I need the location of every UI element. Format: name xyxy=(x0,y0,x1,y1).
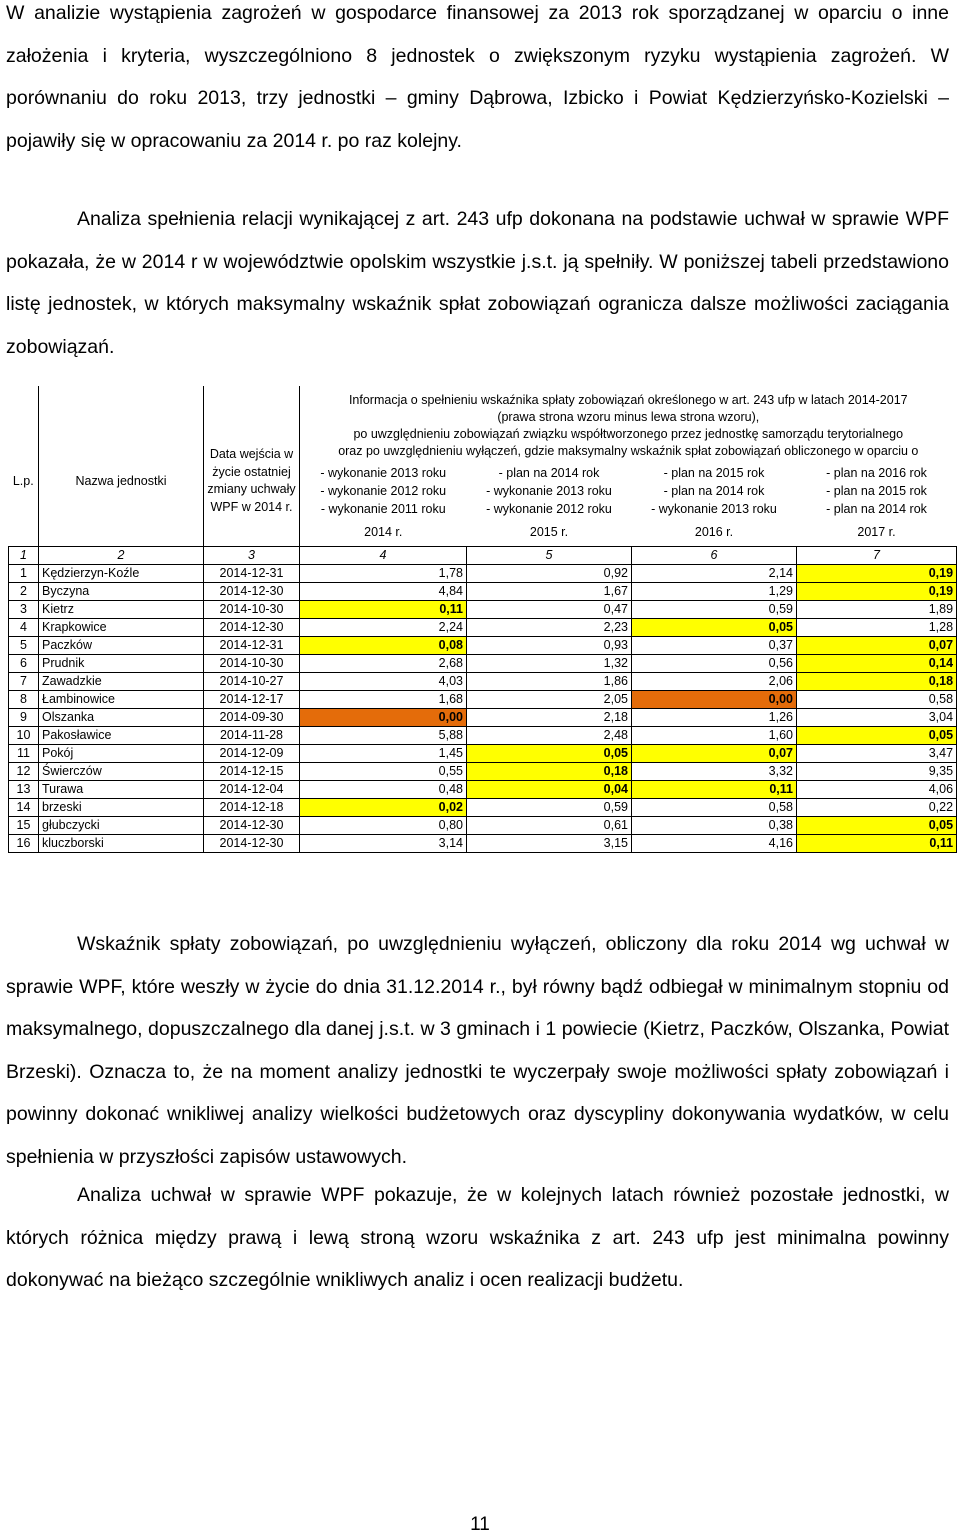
cell-date: 2014-10-30 xyxy=(204,601,300,619)
cell-value-2017: 3,47 xyxy=(797,745,957,763)
scenario-line: - plan na 2014 rok xyxy=(826,502,927,516)
table-row xyxy=(9,691,957,709)
cell-value-2017: 0,05 xyxy=(797,817,957,835)
cell-value-2015: 2,18 xyxy=(467,709,632,727)
header-lp: L.p. xyxy=(12,473,34,488)
header-info-line2: (prawa strona wzoru minus lewa strona wzoru), xyxy=(497,410,760,424)
cell-value-2014: 2,24 xyxy=(300,619,467,637)
header-info xyxy=(300,386,957,460)
column-number: 5 xyxy=(467,547,632,565)
recommendation-paragraph-text: Analiza uchwał w sprawie WPF pokazuje, że w kolejnych latach również pozostałe jednostki, w których różnica między prawą i lewą stroną wzoru wskaźnika z art. 243 ufp jest minimalna powinny dokonywać na bieżąco szczególnie wnikliwych analiz i ocen realizacji budżetu. xyxy=(6,1184,949,1291)
cell-value-2015: 0,59 xyxy=(467,799,632,817)
cell-value-2017: 0,11 xyxy=(797,835,957,853)
cell-lp: 13 xyxy=(9,781,39,799)
header-scenario-2015 xyxy=(467,460,632,518)
cell-date: 2014-12-04 xyxy=(204,781,300,799)
cell-unit-name: Byczyna xyxy=(39,583,204,601)
cell-value-2016: 0,56 xyxy=(632,655,797,673)
table-row xyxy=(9,745,957,763)
cell-value-2014: 1,68 xyxy=(300,691,467,709)
table-row xyxy=(9,709,957,727)
cell-value-2014: 0,08 xyxy=(300,637,467,655)
cell-value-2014: 4,84 xyxy=(300,583,467,601)
cell-value-2015: 1,32 xyxy=(467,655,632,673)
cell-lp: 8 xyxy=(9,691,39,709)
cell-value-2015: 0,05 xyxy=(467,745,632,763)
cell-value-2016: 0,58 xyxy=(632,799,797,817)
cell-date: 2014-12-30 xyxy=(204,619,300,637)
cell-unit-name: Krapkowice xyxy=(39,619,204,637)
table-row xyxy=(9,655,957,673)
cell-value-2017: 0,22 xyxy=(797,799,957,817)
scenario-line: - plan na 2014 rok xyxy=(663,484,765,498)
cell-date: 2014-11-28 xyxy=(204,727,300,745)
header-info-line3: po uwzględnieniu zobowiązań związku współtworzonego przez jednostkę samorządu terytorialnego xyxy=(353,427,904,441)
cell-date: 2014-09-30 xyxy=(204,709,300,727)
cell-lp: 3 xyxy=(9,601,39,619)
scenario-line: - wykonanie 2013 roku xyxy=(320,466,447,480)
cell-value-2017: 0,14 xyxy=(797,655,957,673)
table-body xyxy=(9,565,957,853)
cell-value-2017: 4,06 xyxy=(797,781,957,799)
cell-lp: 5 xyxy=(9,637,39,655)
scenario-line: - wykonanie 2012 roku xyxy=(486,502,612,516)
cell-value-2016: 1,29 xyxy=(632,583,797,601)
cell-unit-name: kluczborski xyxy=(39,835,204,853)
header-date: Data wejścia w życie ostatniej zmiany uchwały WPF w 2014 r. xyxy=(204,386,300,547)
cell-lp: 2 xyxy=(9,583,39,601)
cell-date: 2014-12-15 xyxy=(204,763,300,781)
table-row xyxy=(9,835,957,853)
scenario-line: - plan na 2014 rok xyxy=(498,466,600,480)
header-scenario-2014 xyxy=(300,460,467,518)
cell-value-2015: 0,18 xyxy=(467,763,632,781)
cell-value-2014: 0,80 xyxy=(300,817,467,835)
cell-lp: 4 xyxy=(9,619,39,637)
column-number-row xyxy=(9,547,957,565)
analysis-paragraph xyxy=(6,198,949,368)
header-year-2016: 2016 r. xyxy=(694,524,734,539)
cell-value-2016: 0,38 xyxy=(632,817,797,835)
header-year-2014: 2014 r. xyxy=(300,518,467,547)
column-number: 3 xyxy=(204,547,300,565)
cell-value-2016: 0,00 xyxy=(632,691,797,709)
analysis-paragraph-text: Analiza spełnienia relacji wynikającej z art. 243 ufp dokonana na podstawie uchwał w sprawie WPF pokazała, że w 2014 r w województwie opolskim wszystkie j.s.t. ją spełniły. W poniższej tabeli przedstawiono listę jednostek, w których maksymalny wskaźnik spłat zobowiązań ogranicza dalsze możliwości zaciągania zobowiązań. xyxy=(6,208,949,358)
cell-date: 2014-12-30 xyxy=(204,835,300,853)
column-number: 2 xyxy=(39,547,204,565)
column-number: 4 xyxy=(300,547,467,565)
table-row xyxy=(9,781,957,799)
cell-value-2017: 0,18 xyxy=(797,673,957,691)
cell-value-2017: 0,07 xyxy=(797,637,957,655)
cell-value-2016: 4,16 xyxy=(632,835,797,853)
cell-value-2016: 0,59 xyxy=(632,601,797,619)
cell-unit-name: głubczycki xyxy=(39,817,204,835)
scenario-line: - plan na 2015 rok xyxy=(663,466,765,480)
cell-date: 2014-12-30 xyxy=(204,583,300,601)
cell-value-2016: 2,14 xyxy=(632,565,797,583)
column-number: 1 xyxy=(9,547,39,565)
cell-date: 2014-12-31 xyxy=(204,637,300,655)
scenario-line: - plan na 2016 rok xyxy=(826,466,927,480)
cell-value-2015: 0,04 xyxy=(467,781,632,799)
header-info-line4: oraz po uwzględnieniu wyłączeń, gdzie maksymalny wskaźnik spłat zobowiązań obliczonego w oparciu o xyxy=(338,444,919,458)
header-name: Nazwa jednostki xyxy=(39,386,204,547)
cell-value-2015: 2,05 xyxy=(467,691,632,709)
cell-date: 2014-12-17 xyxy=(204,691,300,709)
scenario-line: - wykonanie 2011 roku xyxy=(320,502,446,516)
cell-date: 2014-10-30 xyxy=(204,655,300,673)
cell-unit-name: Pokój xyxy=(39,745,204,763)
cell-date: 2014-12-09 xyxy=(204,745,300,763)
cell-value-2015: 3,15 xyxy=(467,835,632,853)
cell-unit-name: Kędzierzyn-Koźle xyxy=(39,565,204,583)
cell-lp: 16 xyxy=(9,835,39,853)
cell-lp: 10 xyxy=(9,727,39,745)
cell-value-2017: 0,05 xyxy=(797,727,957,745)
cell-value-2014: 0,11 xyxy=(300,601,467,619)
cell-value-2014: 1,78 xyxy=(300,565,467,583)
cell-lp: 1 xyxy=(9,565,39,583)
table-row xyxy=(9,727,957,745)
header-year-2015: 2015 r. xyxy=(529,524,569,539)
table-row xyxy=(9,799,957,817)
cell-value-2015: 0,93 xyxy=(467,637,632,655)
intro-paragraph: W analizie wystąpienia zagrożeń w gospodarce finansowej za 2013 rok sporządzanej w oparciu o inne założenia i kryteria, wyszczególniono 8 jednostek o zwiększonym ryzyku wystąpienia zagrożeń. W porównaniu do roku 2013, trzy jednostki – gminy Dąbrowa, Izbicko i Powiat Kędzierzyńsko-Kozielski – pojawiły się w opracowaniu za 2014 r. po raz kolejny. xyxy=(6,2,949,152)
cell-value-2017: 1,89 xyxy=(797,601,957,619)
cell-lp: 14 xyxy=(9,799,39,817)
cell-unit-name: Paczków xyxy=(39,637,204,655)
table-row xyxy=(9,817,957,835)
cell-value-2016: 0,07 xyxy=(632,745,797,763)
cell-value-2014: 3,14 xyxy=(300,835,467,853)
cell-date: 2014-12-30 xyxy=(204,817,300,835)
cell-value-2014: 1,45 xyxy=(300,745,467,763)
scenario-line: - wykonanie 2013 roku xyxy=(651,502,777,516)
cell-unit-name: Turawa xyxy=(39,781,204,799)
cell-unit-name: Świerczów xyxy=(39,763,204,781)
cell-unit-name: Prudnik xyxy=(39,655,204,673)
cell-value-2016: 1,26 xyxy=(632,709,797,727)
cell-value-2016: 0,11 xyxy=(632,781,797,799)
cell-value-2016: 0,37 xyxy=(632,637,797,655)
table-row xyxy=(9,565,957,583)
cell-lp: 6 xyxy=(9,655,39,673)
cell-value-2015: 2,23 xyxy=(467,619,632,637)
table-row xyxy=(9,637,957,655)
table-row xyxy=(9,583,957,601)
recommendation-paragraph xyxy=(6,1174,949,1302)
cell-unit-name: brzeski xyxy=(39,799,204,817)
table-row xyxy=(9,619,957,637)
cell-lp: 7 xyxy=(9,673,39,691)
cell-date: 2014-10-27 xyxy=(204,673,300,691)
cell-lp: 9 xyxy=(9,709,39,727)
cell-value-2014: 0,02 xyxy=(300,799,467,817)
cell-lp: 12 xyxy=(9,763,39,781)
header-year-2017: 2017 r. xyxy=(857,524,896,539)
conclusion-paragraph-text: Wskaźnik spłaty zobowiązań, po uwzględnieniu wyłączeń, obliczony dla roku 2014 wg uchwał w sprawie WPF, które weszły w życie do dnia 31.12.2014 r., był równy bądź odbiegał w minimalnym stopniu od maksymalnego, dopuszczalnego dla danej j.s.t. w 3 gminach i 1 powiecie (Kietrz, Paczków, Olszanka, Powiat Brzeski). Oznacza to, że na moment analizy jednostki te wyczerpały swoje możliwości spłaty zobowiązań i powinny dokonać wnikliwej analizy wielkości budżetowych oraz dyscypliny dokonywania wydatków, w celu spełnienia w przyszłości zapisów ustawowych. xyxy=(6,933,949,1168)
cell-value-2015: 0,61 xyxy=(467,817,632,835)
cell-unit-name: Olszanka xyxy=(39,709,204,727)
cell-value-2017: 0,19 xyxy=(797,565,957,583)
column-number: 7 xyxy=(797,547,957,565)
column-number: 6 xyxy=(632,547,797,565)
cell-value-2015: 1,86 xyxy=(467,673,632,691)
cell-unit-name: Kietrz xyxy=(39,601,204,619)
cell-value-2014: 0,00 xyxy=(300,709,467,727)
cell-value-2014: 0,48 xyxy=(300,781,467,799)
conclusion-paragraph xyxy=(6,923,949,1178)
cell-value-2015: 1,67 xyxy=(467,583,632,601)
cell-value-2016: 2,06 xyxy=(632,673,797,691)
cell-value-2014: 4,03 xyxy=(300,673,467,691)
indicator-table xyxy=(8,386,957,853)
scenario-line: - wykonanie 2012 roku xyxy=(320,484,447,498)
cell-unit-name: Pakosławice xyxy=(39,727,204,745)
page-number: 11 xyxy=(470,1514,490,1535)
cell-unit-name: Zawadzkie xyxy=(39,673,204,691)
cell-value-2017: 0,19 xyxy=(797,583,957,601)
cell-value-2014: 0,55 xyxy=(300,763,467,781)
cell-value-2017: 1,28 xyxy=(797,619,957,637)
cell-value-2015: 0,47 xyxy=(467,601,632,619)
table-row xyxy=(9,601,957,619)
cell-lp: 15 xyxy=(9,817,39,835)
cell-value-2015: 0,92 xyxy=(467,565,632,583)
cell-value-2016: 3,32 xyxy=(632,763,797,781)
cell-date: 2014-12-31 xyxy=(204,565,300,583)
cell-value-2017: 9,35 xyxy=(797,763,957,781)
table-row xyxy=(9,763,957,781)
cell-value-2017: 0,58 xyxy=(797,691,957,709)
cell-lp: 11 xyxy=(9,745,39,763)
table-row xyxy=(9,673,957,691)
cell-date: 2014-12-18 xyxy=(204,799,300,817)
cell-value-2014: 2,68 xyxy=(300,655,467,673)
cell-value-2016: 1,60 xyxy=(632,727,797,745)
cell-value-2015: 2,48 xyxy=(467,727,632,745)
header-info-line1: Informacja o spełnieniu wskaźnika spłaty zobowiązań określonego w art. 243 ufp w latach 2014-2017 xyxy=(348,393,908,407)
header-scenario-2017 xyxy=(797,460,957,518)
header-scenario-2016 xyxy=(632,460,797,518)
cell-value-2016: 0,05 xyxy=(632,619,797,637)
cell-value-2017: 3,04 xyxy=(797,709,957,727)
cell-unit-name: Łambinowice xyxy=(39,691,204,709)
cell-value-2014: 5,88 xyxy=(300,727,467,745)
scenario-line: - wykonanie 2013 roku xyxy=(486,484,612,498)
scenario-line: - plan na 2015 rok xyxy=(826,484,927,498)
